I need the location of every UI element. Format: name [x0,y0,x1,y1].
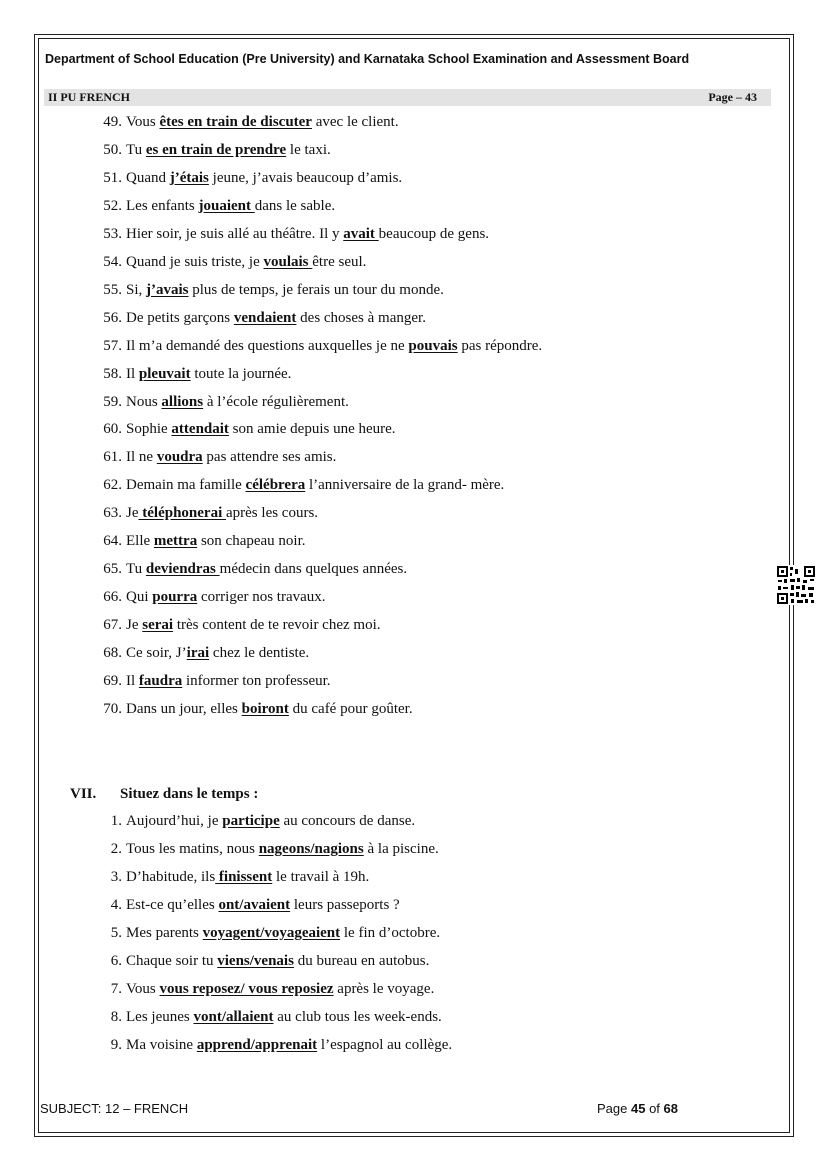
item-text [126,673,331,689]
item-text-before: Vous [126,981,160,997]
list-item [70,282,444,299]
item-answer: vous reposez/ vous reposiez [159,981,334,997]
item-answer: voulais [263,253,313,270]
item-text-after: le taxi. [286,141,331,158]
list-item [70,925,440,942]
item-text-before: Il [126,365,139,382]
item-text [126,897,400,913]
list-item [70,114,399,131]
item-text [126,394,349,410]
item-text [126,869,369,885]
footer-page-word: Page [597,1101,631,1116]
item-number: 62. [103,477,122,494]
item-text [126,925,440,941]
list-item [70,449,336,466]
subject-label: II PU FRENCH [48,90,131,104]
item-text-before: Est-ce qu’elles [126,897,219,913]
item-text [126,477,504,493]
item-number: 4. [110,897,122,913]
item-text [126,589,326,605]
item-text [126,505,318,521]
item-text-before: Les jeunes [126,1009,194,1025]
item-text-before: Il ne [126,449,157,466]
item-text-after: son chapeau noir. [197,533,306,550]
item-text [126,645,309,661]
item-text-before: Nous [126,393,162,410]
item-text-before: Chaque soir tu [126,953,218,969]
item-text [126,953,429,969]
item-text [126,282,444,298]
item-answer: serai [142,617,174,634]
list-item [70,1009,442,1026]
footer-page-number: 45 [630,1101,646,1116]
item-text-after: leurs passeports ? [290,897,400,913]
item-number: 51. [103,169,122,186]
item-number: 59. [103,393,122,410]
item-text-after: à la piscine. [363,841,439,857]
list-item [70,589,326,606]
item-number: 58. [103,365,122,382]
item-text-before: Quand je suis triste, je [126,253,264,270]
item-answer: allions [161,393,204,410]
item-text-before: Quand [126,169,170,186]
item-text-before: Tous les matins, nous [126,841,259,857]
item-answer: deviendras [145,561,220,578]
item-text-after: au club tous les week-ends. [273,1009,442,1025]
item-number: 66. [103,589,122,606]
item-text [126,449,336,465]
item-number: 65. [103,561,122,578]
item-text [126,421,396,437]
item-answer: j’avais [146,281,189,298]
item-text-before: Si, [126,281,147,298]
item-answer: pourra [152,589,198,606]
qr-code-icon [776,565,816,605]
item-answer: participe [222,813,280,829]
item-text-before: Elle [126,533,154,550]
item-text-after: plus de temps, je ferais un tour du monde. [188,281,444,298]
subject-bar [44,89,771,106]
item-answer: viens/venais [217,953,294,969]
list-item [70,981,434,998]
item-text-after: médecin dans quelques années. [219,561,408,578]
item-text [126,841,439,857]
section-number: VII. [70,786,97,802]
item-number: 53. [103,225,122,242]
item-text-before: Je [126,505,139,522]
item-text-after: être seul. [312,253,367,270]
item-text [126,310,426,326]
item-number: 55. [103,281,122,298]
item-text-before: Tu [126,141,146,158]
item-answer: mettra [153,533,198,550]
item-answer: pleuvait [138,365,191,382]
item-text-after: jeune, j’avais beaucoup d’amis. [208,169,403,186]
item-text [126,254,366,270]
item-number: 50. [103,141,122,158]
item-number: 6. [110,953,122,969]
page-label: Page – 43 [708,90,757,104]
list-item [70,366,291,383]
item-text-after: dans le sable. [254,197,336,214]
footer-page-total: 68 [663,1101,678,1116]
list-item [70,813,415,830]
item-number: 68. [103,645,122,662]
item-answer: ont/avaient [218,897,291,913]
item-number: 2. [110,841,122,857]
item-text-after: l’anniversaire de la grand- mère. [305,477,505,494]
item-number: 70. [103,700,122,717]
list-item [70,645,309,662]
item-answer: voudra [156,449,203,466]
item-text [126,170,402,186]
item-answer: nageons/nagions [258,841,364,857]
item-text-before: Dans un jour, elles [126,700,242,717]
item-number: 5. [110,925,122,941]
item-answer: faudra [138,673,183,689]
item-answer: attendait [171,421,229,438]
section-title: Situez dans le temps : [120,786,259,802]
item-number: 61. [103,449,122,466]
item-text-after: son amie depuis une heure. [228,421,396,438]
item-text [126,533,306,549]
item-answer: téléphonerai [138,505,226,522]
item-text [126,617,381,633]
list-item [70,338,542,355]
item-text [126,198,335,214]
item-number: 56. [103,309,122,326]
item-answer: voyagent/voyageaient [202,925,341,941]
item-text-after: l’espagnol au collège. [317,1037,453,1053]
item-text [126,226,489,242]
list-item [70,673,331,690]
list-item [70,561,407,578]
item-text-after: des choses à manger. [296,309,426,326]
item-text-after: avec le client. [311,114,399,130]
item-text-after: après les cours. [226,505,319,522]
list-item [70,505,318,522]
item-text [126,338,542,354]
list-item [70,170,402,187]
item-number: 9. [110,1037,122,1053]
item-text [126,1037,452,1053]
item-text [126,142,331,158]
item-answer: pouvais [408,337,458,354]
item-text [126,1009,442,1025]
item-text-before: Il [126,673,139,689]
item-number: 60. [103,421,122,438]
department-header: Department of School Education (Pre University) and Karnataka School Examination and Assessment Board [45,52,690,66]
item-text-before: Ce soir, J’ [126,645,187,662]
item-text-after: corriger nos travaux. [197,589,326,606]
item-text-after: pas répondre. [457,337,543,354]
item-text-after: après le voyage. [333,981,435,997]
item-number: 63. [103,505,122,522]
item-answer: vont/allaient [193,1009,274,1025]
item-number: 54. [103,253,122,270]
item-number: 67. [103,617,122,634]
list-item [70,254,366,271]
item-text-before: Mes parents [126,925,203,941]
list-item [70,421,396,438]
list-item [70,617,381,634]
item-answer: irai [186,645,210,662]
item-answer: es en train de prendre [145,141,287,158]
item-number: 1. [110,813,122,829]
list-item [70,1037,452,1054]
list-item [70,142,331,159]
item-answer: apprend/apprenait [196,1037,318,1053]
item-text-before: Vous [126,114,160,130]
item-text-after: le fin d’octobre. [340,925,441,941]
item-text-after: beaucoup de gens. [378,225,490,242]
item-text-after: pas attendre ses amis. [202,449,337,466]
item-text [126,366,291,382]
list-item [70,533,306,550]
section-heading [70,786,258,803]
item-text-after: le travail à 19h. [272,869,370,885]
list-item [70,953,429,970]
item-answer: finissent [215,869,273,885]
item-number: 3. [110,869,122,885]
item-number: 52. [103,197,122,214]
list-item [70,198,335,215]
footer-subject: SUBJECT: 12 – FRENCH [40,1101,189,1116]
item-number: 57. [103,337,122,354]
item-text-before: D’habitude, ils [126,869,216,885]
item-text-before: Hier soir, je suis allé au théâtre. Il y [126,225,344,242]
footer-page [597,1101,678,1116]
item-text-before: Les enfants [126,197,199,214]
item-number: 49. [103,114,122,130]
list-item [70,394,349,411]
item-text-after: du bureau en autobus. [293,953,430,969]
item-text-after: très content de te revoir chez moi. [173,617,381,634]
item-text-before: Aujourd’hui, je [126,813,223,829]
item-number: 8. [110,1009,122,1025]
item-text [126,813,415,829]
item-answer: êtes en train de discuter [159,114,312,130]
item-text-before: Demain ma famille [126,477,246,494]
list-item [70,841,439,858]
item-text-after: chez le dentiste. [209,645,310,662]
item-text [126,701,413,717]
item-answer: vendaient [233,309,297,326]
list-item [70,310,426,327]
item-text-after: à l’école régulièrement. [203,393,349,410]
item-answer: avait [343,225,379,242]
item-answer: boiront [241,700,289,717]
footer-of-word: of [645,1101,664,1116]
item-text-before: Qui [126,589,153,606]
list-item [70,701,413,718]
item-text-after: du café pour goûter. [288,700,413,717]
list-item [70,897,400,914]
item-text-before: Il m’a demandé des questions auxquelles je ne [126,337,409,354]
item-text [126,561,407,577]
item-answer: jouaient [198,197,255,214]
item-number: 69. [103,673,122,689]
item-text-before: De petits garçons [126,309,234,326]
item-number: 64. [103,533,122,550]
item-text [126,114,399,130]
list-item [70,869,369,886]
item-text-before: Je [126,617,143,634]
item-number: 7. [110,981,122,997]
item-text-after: au concours de danse. [279,813,416,829]
item-text-before: Sophie [126,421,172,438]
list-item [70,226,489,243]
item-text-after: toute la journée. [190,365,292,382]
item-text [126,981,434,997]
item-text-before: Ma voisine [126,1037,197,1053]
item-text-after: informer ton professeur. [182,673,331,689]
item-answer: j’étais [169,169,209,186]
list-item [70,477,504,494]
item-answer: célébrera [245,477,306,494]
item-text-before: Tu [126,561,146,578]
